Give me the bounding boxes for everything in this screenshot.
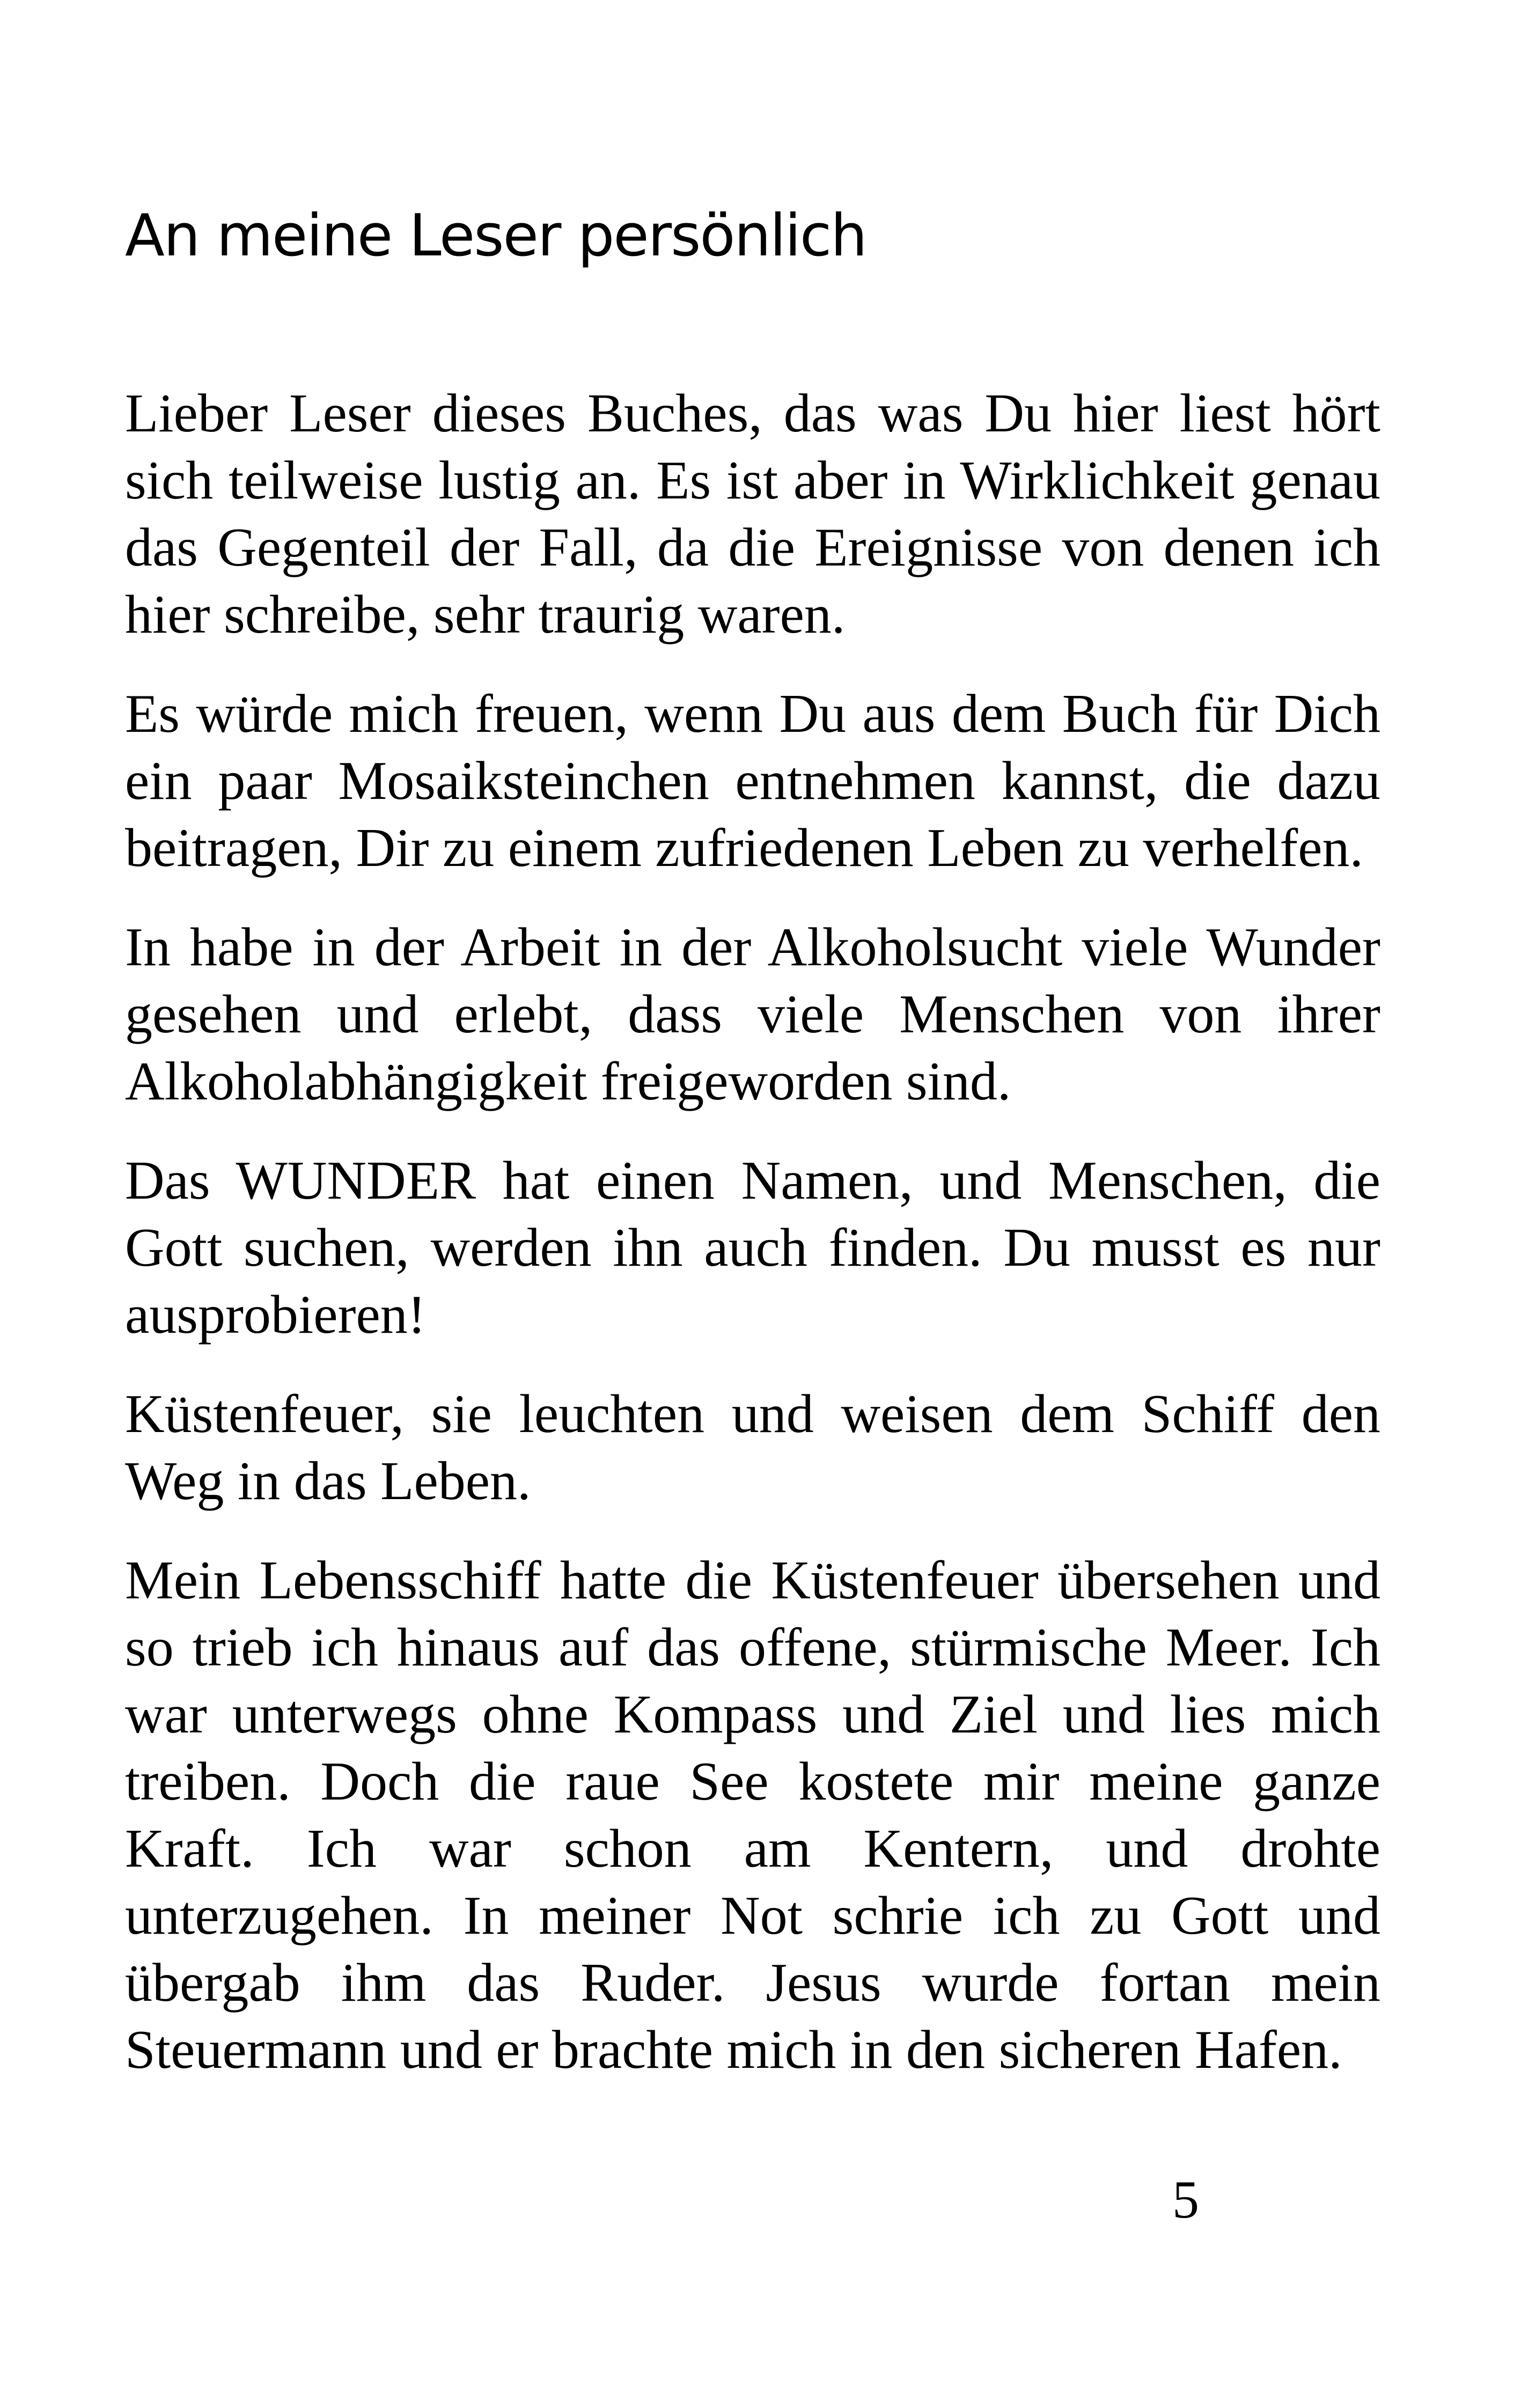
paragraph-4: Das WUNDER hat einen Namen, und Menschen, die Gott suchen, werden ihn auch finden. Du musst es nur ausprobieren! <box>125 1150 1380 1345</box>
paragraph-1: Lieber Leser dieses Buches, das was Du hier liest hört sich teilweise lustig an. Es ist aber in Wirklichkeit genau das Gegenteil der Fall, da die Ereignisse von denen ich hier schreibe, sehr traurig waren. <box>125 383 1380 645</box>
paragraph-6: Mein Lebensschiff hatte die Küstenfeuer übersehen und so trieb ich hinaus auf das offene, stürmische Meer. Ich war unterwegs ohne Kompass und Ziel und lies mich treiben. Doch die raue See kostete mir meine ganze Kraft. Ich war schon am Kentern, und drohte unterzugehen. In meiner Not schrie ich zu Gott und übergab ihm das Ruder. Jesus wurde fortan mein Steuermann und er brachte mich in den sicheren Hafen. <box>125 1550 1380 2080</box>
body-text <box>125 380 1380 2083</box>
paragraph-3: In habe in der Arbeit in der Alkoholsucht viele Wunder gesehen und erlebt, dass viele Menschen von ihrer Alkoholabhängigkeit freigeworden sind. <box>125 917 1380 1112</box>
book-page <box>125 199 1380 2116</box>
page-number: 5 <box>1172 2170 1199 2229</box>
paragraph-5: Küstenfeuer, sie leuchten und weisen dem Schiff den Weg in das Leben. <box>125 1384 1380 1511</box>
paragraph-2: Es würde mich freuen, wenn Du aus dem Buch für Dich ein paar Mosaiksteinchen entnehmen kannst, die dazu beitragen, Dir zu einem zufriedenen Leben zu verhelfen. <box>125 684 1380 878</box>
chapter-heading: An meine Leser persönlich <box>125 202 866 269</box>
